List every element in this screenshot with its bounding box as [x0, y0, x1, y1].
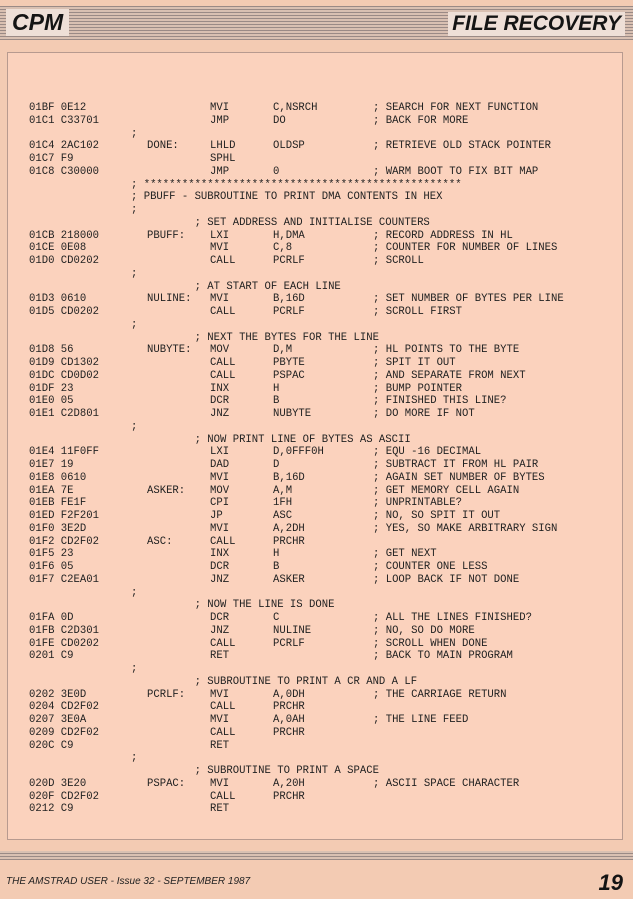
code-opcode: MVI: [210, 777, 230, 790]
code-comment: ; SUBTRACT IT FROM HL PAIR: [373, 459, 539, 471]
code-operand: NULINE: [273, 624, 312, 637]
code-opcode: CALL: [210, 701, 236, 714]
code-operand: PCRLF: [273, 255, 305, 267]
code-operand: A,2DH: [273, 522, 305, 535]
code-operand: NUBYTE: [273, 408, 312, 420]
code-comment: ; SCROLL FIRST: [373, 306, 463, 318]
code-line: [29, 663, 619, 676]
code-operand: B,16D: [273, 293, 305, 306]
code-comment: ; SCROLL: [373, 255, 424, 267]
code-opcode: JNZ: [210, 624, 230, 637]
code-address: 01F2 CD2F02: [29, 535, 99, 548]
code-operand: C: [273, 612, 280, 624]
code-opcode: RET: [210, 739, 230, 752]
code-line: [29, 459, 619, 472]
code-line: [29, 714, 619, 727]
page-header: [0, 6, 633, 40]
code-opcode: MVI: [210, 714, 230, 726]
code-opcode: MVI: [210, 471, 230, 484]
code-comment: ; GET NEXT: [373, 548, 437, 561]
code-comment: ; DO MORE IF NOT: [373, 408, 475, 420]
code-line: [29, 446, 619, 459]
code-comment: ; BACK TO MAIN PROGRAM: [373, 650, 513, 663]
code-operand: PRCHR: [273, 701, 305, 714]
code-line: [29, 727, 619, 740]
code-opcode: JP: [210, 510, 223, 522]
code-comment: ; PBUFF - SUBROUTINE TO PRINT DMA CONTENTS IN HEX: [131, 191, 443, 204]
code-opcode: MVI: [210, 242, 230, 255]
code-opcode: MVI: [210, 102, 230, 114]
code-address: 01D0 CD0202: [29, 255, 99, 267]
code-line: [29, 357, 619, 370]
code-opcode: INX: [210, 382, 230, 395]
code-line: [29, 689, 619, 702]
code-line: [29, 421, 619, 434]
code-operand: B: [273, 395, 280, 408]
code-operand: 0: [273, 165, 280, 178]
code-address: 0202 3E0D: [29, 688, 87, 701]
code-line: [29, 268, 619, 281]
code-operand: OLDSP: [273, 140, 305, 153]
code-label: PSPAC:: [147, 777, 186, 790]
code-opcode: RET: [210, 803, 230, 816]
code-address: 020F CD2F02: [29, 790, 99, 803]
code-address: 01DF 23: [29, 382, 74, 395]
code-line: [29, 281, 619, 294]
code-line: [29, 548, 619, 561]
code-opcode: INX: [210, 548, 230, 561]
code-opcode: RET: [210, 650, 230, 663]
code-opcode: DCR: [210, 395, 230, 408]
code-address: 01BF 0E12: [29, 102, 87, 114]
code-address: 01DC CD0D02: [29, 369, 99, 382]
code-operand: 1FH: [273, 497, 293, 510]
code-line: [29, 128, 619, 141]
code-opcode: SPHL: [210, 153, 236, 165]
code-address: 01D8 56: [29, 344, 74, 357]
code-opcode: JMP: [210, 165, 230, 178]
code-comment: ; ASCII SPACE CHARACTER: [373, 777, 520, 790]
code-comment: ; ALL THE LINES FINISHED?: [373, 612, 532, 624]
code-address: 01C1 C33701: [29, 114, 99, 127]
code-line: [29, 765, 619, 778]
code-address: 01FB C2D301: [29, 624, 99, 637]
code-opcode: MVI: [210, 293, 230, 306]
code-line: [29, 536, 619, 549]
code-operand: PRCHR: [273, 535, 305, 548]
code-operand: PRCHR: [273, 726, 305, 739]
code-opcode: CALL: [210, 535, 236, 548]
code-address: 01E0 05: [29, 395, 74, 408]
code-line: [29, 179, 619, 192]
page-number: 19: [598, 870, 623, 895]
code-line: [29, 497, 619, 510]
code-address: 01D9 CD1302: [29, 357, 99, 369]
code-line: [29, 701, 619, 714]
code-address: 0207 3E0A: [29, 714, 87, 726]
code-line: [29, 574, 619, 587]
code-line: [29, 612, 619, 625]
code-opcode: CALL: [210, 790, 236, 803]
code-address: 020D 3E20: [29, 777, 87, 790]
code-label: PBUFF:: [147, 229, 186, 242]
code-comment: ; EQU -16 DECIMAL: [373, 446, 482, 459]
code-opcode: MOV: [210, 344, 230, 357]
code-line: [29, 778, 619, 791]
code-line: [29, 102, 619, 115]
code-operand: PRCHR: [273, 790, 305, 803]
code-line: [29, 332, 619, 345]
code-operand: D: [273, 459, 280, 471]
code-line: [29, 803, 619, 816]
code-opcode: CALL: [210, 357, 236, 369]
code-address: 0201 C9: [29, 650, 74, 663]
code-comment: ;: [131, 204, 138, 216]
code-operand: C,NSRCH: [273, 102, 318, 114]
code-opcode: LHLD: [210, 140, 236, 153]
code-comment: ; SCROLL WHEN DONE: [373, 637, 488, 650]
code-comment: ; SET NUMBER OF BYTES PER LINE: [373, 293, 564, 306]
code-comment: ; WARM BOOT TO FIX BIT MAP: [373, 165, 539, 178]
code-line: [29, 740, 619, 753]
code-address: 01E4 11F0FF: [29, 446, 99, 459]
code-operand: B: [273, 561, 280, 573]
code-line: [29, 791, 619, 804]
code-opcode: CALL: [210, 255, 236, 267]
code-comment: ; SET ADDRESS AND INITIALISE COUNTERS: [131, 216, 430, 229]
code-line: [29, 752, 619, 765]
code-comment: ; AT START OF EACH LINE: [131, 280, 341, 293]
code-line: [29, 319, 619, 332]
code-address: 01F7 C2EA01: [29, 573, 99, 586]
code-address: 01E8 0610: [29, 471, 87, 484]
code-line: [29, 587, 619, 600]
code-label: NUBYTE:: [147, 344, 192, 357]
code-operand: A,20H: [273, 777, 305, 790]
code-comment: ; THE LINE FEED: [373, 714, 469, 726]
code-comment: ;: [131, 420, 138, 433]
code-operand: B,16D: [273, 471, 305, 484]
code-address: 01FE CD0202: [29, 637, 99, 650]
article-title: FILE RECOVERY: [448, 12, 625, 36]
code-operand: PCRLF: [273, 306, 305, 318]
code-address: 01C8 C30000: [29, 165, 99, 178]
code-comment: ;: [131, 752, 138, 765]
code-line: [29, 242, 619, 255]
code-line: [29, 230, 619, 243]
code-line: [29, 638, 619, 651]
code-comment: ; RECORD ADDRESS IN HL: [373, 229, 513, 242]
code-address: 01F0 3E2D: [29, 522, 87, 535]
code-comment: ; LOOP BACK IF NOT DONE: [373, 573, 520, 586]
code-address: 01FA 0D: [29, 612, 74, 624]
code-line: [29, 370, 619, 383]
code-address: 0209 CD2F02: [29, 726, 99, 739]
assembly-listing: [29, 102, 619, 822]
code-operand: H: [273, 382, 280, 395]
code-opcode: MVI: [210, 522, 230, 535]
code-line: [29, 140, 619, 153]
code-comment: ; NOW PRINT LINE OF BYTES AS ASCII: [131, 433, 411, 446]
code-address: 01D3 0610: [29, 293, 87, 306]
section-title: CPM: [6, 9, 69, 36]
code-address: 0212 C9: [29, 803, 74, 816]
code-address: 01ED F2F201: [29, 510, 99, 522]
code-comment: ; NO, SO SPIT IT OUT: [373, 510, 501, 522]
code-opcode: JNZ: [210, 408, 230, 420]
footer-rule: [0, 851, 633, 860]
code-comment: ; UNPRINTABLE?: [373, 497, 463, 510]
code-line: [29, 408, 619, 421]
code-operand: A,0DH: [273, 688, 305, 701]
code-opcode: CALL: [210, 637, 236, 650]
code-label: DONE:: [147, 140, 179, 153]
code-opcode: CALL: [210, 726, 236, 739]
code-address: 01CE 0E08: [29, 242, 87, 255]
code-address: 0204 CD2F02: [29, 701, 99, 714]
code-comment: ; FINISHED THIS LINE?: [373, 395, 507, 408]
code-comment: ; SPIT IT OUT: [373, 357, 456, 369]
code-operand: C,8: [273, 242, 293, 255]
code-comment: ; SEARCH FOR NEXT FUNCTION: [373, 102, 539, 114]
code-opcode: DAD: [210, 459, 230, 471]
code-comment: ; BACK FOR MORE: [373, 114, 469, 127]
code-operand: ASKER: [273, 573, 305, 586]
code-opcode: LXI: [210, 229, 230, 242]
code-comment: ; THE CARRIAGE RETURN: [373, 688, 507, 701]
code-comment: ; COUNTER FOR NUMBER OF LINES: [373, 242, 558, 255]
code-opcode: CALL: [210, 306, 236, 318]
code-operand: A,0AH: [273, 714, 305, 726]
code-comment: ; SUBROUTINE TO PRINT A SPACE: [131, 765, 379, 777]
code-line: [29, 306, 619, 319]
code-line: [29, 255, 619, 268]
code-line: [29, 115, 619, 128]
code-line: [29, 561, 619, 574]
code-operand: PSPAC: [273, 369, 305, 382]
code-operand: DO: [273, 114, 286, 127]
code-line: [29, 625, 619, 638]
code-address: 01F6 05: [29, 561, 74, 573]
code-address: 01EB FE1F: [29, 497, 87, 510]
code-comment: ;: [131, 586, 138, 599]
code-comment: ; **************************************************: [131, 178, 462, 191]
code-operand: PCRLF: [273, 637, 305, 650]
code-operand: PBYTE: [273, 357, 305, 369]
code-operand: A,M: [273, 484, 293, 497]
code-opcode: MVI: [210, 688, 230, 701]
code-opcode: CPI: [210, 497, 230, 510]
code-label: PCRLF:: [147, 688, 186, 701]
code-line: [29, 650, 619, 663]
code-label: NULINE:: [147, 293, 192, 306]
code-opcode: MOV: [210, 484, 230, 497]
code-line: [29, 599, 619, 612]
code-line: [29, 204, 619, 217]
code-label: ASC:: [147, 535, 173, 548]
footer-credit: THE AMSTRAD USER - Issue 32 - SEPTEMBER 1987: [6, 876, 251, 887]
code-line: [29, 485, 619, 498]
code-line: [29, 293, 619, 306]
code-line: [29, 191, 619, 204]
listing-panel: [7, 52, 623, 840]
code-comment: ; YES, SO MAKE ARBITRARY SIGN: [373, 522, 558, 535]
code-comment: ;: [131, 127, 138, 140]
code-comment: ;: [131, 318, 138, 331]
code-line: [29, 472, 619, 485]
code-opcode: JMP: [210, 114, 230, 127]
code-opcode: LXI: [210, 446, 230, 459]
code-comment: ; HL POINTS TO THE BYTE: [373, 344, 520, 357]
code-comment: ; AGAIN SET NUMBER OF BYTES: [373, 471, 545, 484]
code-line: [29, 395, 619, 408]
code-operand: D,0FFF0H: [273, 446, 324, 459]
code-address: 020C C9: [29, 739, 74, 752]
code-label: ASKER:: [147, 484, 186, 497]
code-opcode: JNZ: [210, 573, 230, 586]
code-address: 01F5 23: [29, 548, 74, 561]
code-opcode: DCR: [210, 612, 230, 624]
code-address: 01E1 C2D801: [29, 408, 99, 420]
code-comment: ; NO, SO DO MORE: [373, 624, 475, 637]
code-operand: D,M: [273, 344, 293, 357]
code-comment: ;: [131, 663, 138, 675]
code-comment: ; BUMP POINTER: [373, 382, 463, 395]
code-line: [29, 676, 619, 689]
code-comment: ;: [131, 267, 138, 280]
code-line: [29, 510, 619, 523]
code-opcode: DCR: [210, 561, 230, 573]
code-line: [29, 434, 619, 447]
code-opcode: CALL: [210, 369, 236, 382]
code-operand: H,DMA: [273, 229, 305, 242]
code-comment: ; COUNTER ONE LESS: [373, 561, 488, 573]
code-line: [29, 344, 619, 357]
code-address: 01CB 218000: [29, 229, 99, 242]
code-line: [29, 523, 619, 536]
code-operand: ASC: [273, 510, 293, 522]
code-comment: ; NEXT THE BYTES FOR THE LINE: [131, 331, 379, 344]
code-line: [29, 383, 619, 396]
code-address: 01C4 2AC102: [29, 140, 99, 153]
code-comment: ; NOW THE LINE IS DONE: [131, 599, 335, 612]
code-line: [29, 166, 619, 179]
code-address: 01EA 7E: [29, 484, 74, 497]
code-operand: H: [273, 548, 280, 561]
code-comment: ; SUBROUTINE TO PRINT A CR AND A LF: [131, 675, 418, 688]
code-address: 01C7 F9: [29, 153, 74, 165]
code-address: 01E7 19: [29, 459, 74, 471]
code-address: 01D5 CD0202: [29, 306, 99, 318]
code-comment: ; AND SEPARATE FROM NEXT: [373, 369, 526, 382]
code-line: [29, 153, 619, 166]
code-comment: ; GET MEMORY CELL AGAIN: [373, 484, 520, 497]
code-line: [29, 217, 619, 230]
code-comment: ; RETRIEVE OLD STACK POINTER: [373, 140, 552, 153]
